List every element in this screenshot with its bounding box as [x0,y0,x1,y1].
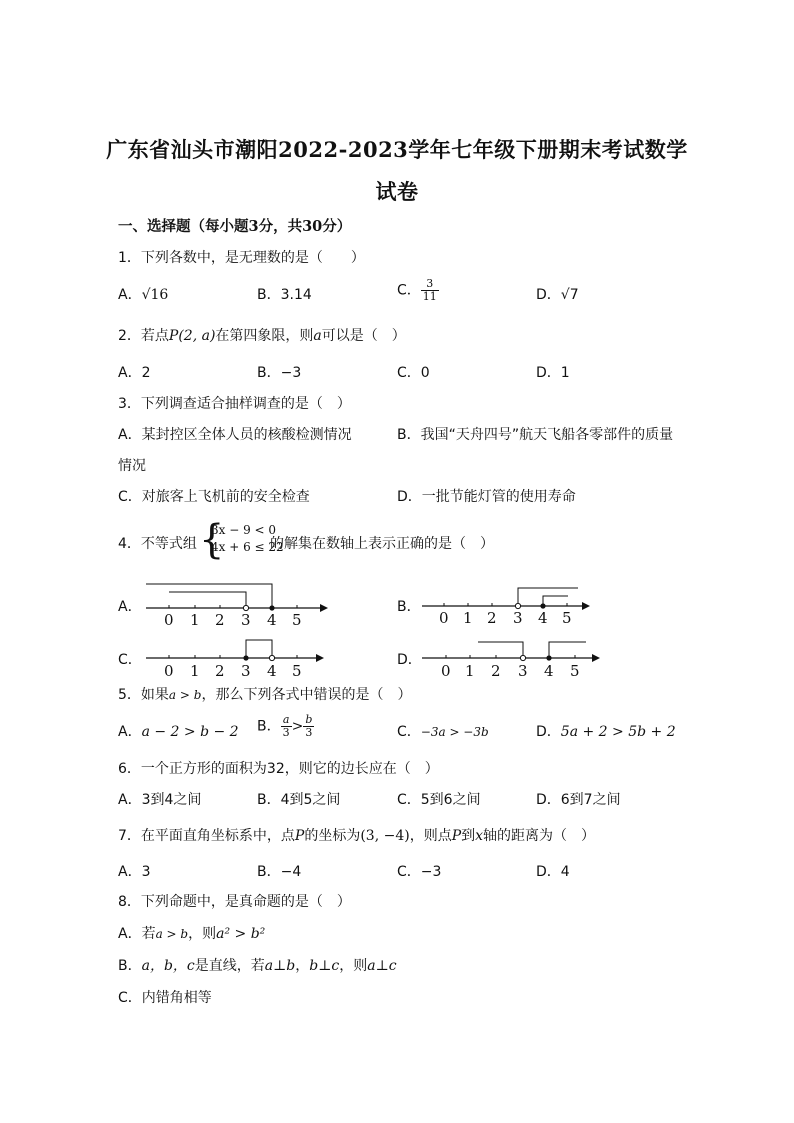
tick-label-5: 5 [292,662,302,680]
title-line-2: 试卷 [375,179,419,204]
q4-option-a-label: A． [118,599,142,615]
q7-stem-pre: 7．在平面直角坐标系中，点 [118,828,295,844]
q2-stem-post: 在第四象限，则 [215,328,314,344]
tick-label-2: 2 [487,609,497,627]
q5-option-a [118,723,239,741]
tick-label-1: 1 [190,611,200,629]
q3-option-b: B．我国“天舟四号”航天飞船各零部件的质量 [397,427,674,443]
q5-b-gt: > [291,718,304,735]
ray-right-from-4 [543,596,568,606]
q2-option-b: B．−3 [257,365,302,381]
tick-label-0: 0 [164,611,174,629]
tick-label-2: 2 [215,662,225,680]
question-6-stem: 6．一个正方形的面积为32，则它的边长应在（ ） [118,761,439,777]
q8-option-c: C．内错角相等 [118,990,212,1006]
q4-inequality-1: 3x − 9 < 0 [211,523,277,537]
q6-option-d: D．6到7之间 [536,792,621,808]
axis-arrow [316,654,324,662]
q8-b-c1: a⊥b [264,958,296,974]
tick-label-4: 4 [267,662,277,680]
q6-option-c: C．5到6之间 [397,792,481,808]
q1-option-c [397,278,439,303]
q4-inequality-2: 4x + 6 ≤ 22 [211,540,284,554]
open-dot-3 [243,605,248,610]
q7-stem-end: 轴的距离为（ ） [483,828,596,844]
q8-a-pre: A．若 [118,926,156,942]
q1-option-a-label: A． [118,287,142,303]
tick-label-4: 4 [538,609,548,627]
q5-option-b [257,714,314,739]
q7-option-c: C．−3 [397,864,442,880]
q8-option-b [118,957,397,975]
q8-b-mid: 是直线，若 [194,958,265,974]
q1-c-denominator: 11 [422,290,437,303]
tick-label-0: 0 [164,662,174,680]
q7-stem-mid: 的坐标为 [304,828,361,844]
q1-option-c-label: C． [397,282,421,299]
ray-right-from-4 [549,642,586,658]
q5-a-label: A． [118,724,142,740]
open-dot-3 [520,655,525,660]
q4-number-line-d [418,634,608,682]
q3-option-a: A．某封控区全体人员的核酸检测情况 [118,427,352,443]
axis-arrow [320,604,328,612]
q7-p2: P [451,828,462,844]
q2-stem-pre: 2．若点 [118,328,169,344]
q3-option-d: D．一批节能灯管的使用寿命 [397,489,576,505]
q3-option-c: C．对旅客上飞机前的安全检查 [118,489,310,505]
q7-stem-mid2: ，则点 [409,828,452,844]
tick-label-5: 5 [292,611,302,629]
q5-cond: a > b [168,688,202,702]
q5-option-d [536,723,676,741]
tick-label-0: 0 [439,609,449,627]
q5-stem-post: ，那么下列各式中错误的是（ ） [201,687,412,703]
question-1-stem: 1．下列各数中，是无理数的是（ ） [118,250,365,266]
ray-right-from-3 [518,588,578,606]
q4-option-c-label: C． [118,652,142,668]
question-5-stem [118,686,411,704]
q8-a-res: a² > b² [216,926,266,942]
q4-number-line-a [140,578,330,628]
q2-option-a: A．2 [118,365,151,381]
tick-label-3: 3 [518,662,528,680]
q1-option-d [536,286,579,304]
q5-d-expr: 5a + 2 > 5b + 2 [560,724,676,740]
section-heading: 一、选择题（每小题3分，共30分） [118,218,352,235]
q7-x: x [475,828,484,844]
tick-label-4: 4 [544,662,554,680]
tick-label-5: 5 [570,662,580,680]
q1-option-a [118,286,168,304]
q2-point: P(2, a) [168,328,216,344]
question-3-stem: 3．下列调查适合抽样调查的是（ ） [118,396,351,412]
open-dot-4 [269,655,274,660]
filled-dot-4 [269,605,274,610]
ray-left-from-3 [478,642,523,658]
question-4-stem-post: 的解集在数轴上表示正确的是（ ） [270,536,494,552]
title-line-1: 广东省汕头市潮阳2022-2023学年七年级下册期末考试数学 [106,137,688,162]
tick-label-4: 4 [267,611,277,629]
question-7-stem [118,827,595,845]
q2-stem-end: 可以是（ ） [321,328,406,344]
q5-b-num-1: a [281,714,292,727]
q5-b-label: B． [257,718,281,735]
q1-option-a-value: √16 [141,287,169,303]
q2-var: a [313,328,322,344]
tick-label-1: 1 [190,662,200,680]
open-dot-3 [515,603,520,608]
q2-option-d: D．1 [536,365,570,381]
q1-c-numerator: 3 [421,278,439,291]
q8-a-cond: a > b [155,927,189,941]
question-2-stem [118,327,406,345]
ray-left-from-4 [146,584,272,608]
q4-brace: { [199,517,225,563]
q8-option-a [118,925,265,943]
filled-dot-4 [540,603,545,608]
q5-b-frac-left [281,714,292,739]
q6-option-a: A．3到4之间 [118,792,202,808]
q5-c-expr: −3a > −3b [420,725,489,739]
q5-a-expr: a − 2 > b − 2 [141,724,239,740]
tick-label-1: 1 [463,609,473,627]
q8-b-pre: B． [118,958,142,974]
q7-stem-mid3: 到 [461,828,476,844]
q7-option-d: D．4 [536,864,570,880]
q3-option-b-continued: 情况 [118,458,146,474]
q7-coord: (3, −4) [360,828,410,844]
q8-b-res: a⊥c [367,958,397,974]
q5-c-label: C． [397,724,421,740]
q8-b-comma: ， [295,958,310,974]
q5-d-label: D． [536,724,561,740]
q5-stem-pre: 5．如果 [118,687,169,703]
q1-option-b: B．3.14 [257,287,312,303]
q8-a-mid: ，则 [188,926,217,942]
tick-label-5: 5 [562,609,572,627]
q7-option-b: B．−4 [257,864,302,880]
tick-label-3: 3 [513,609,523,627]
q4-option-d-label: D． [397,652,422,668]
q5-option-c [397,723,489,741]
q5-b-den-2: 3 [305,726,313,739]
q8-b-c2: b⊥c [309,958,340,974]
tick-label-3: 3 [241,611,251,629]
q1-option-c-fraction [421,278,439,303]
segment-3-to-4 [246,640,272,658]
question-4-stem-pre: 4．不等式组 [118,536,197,552]
q1-option-d-label: D． [536,287,561,303]
question-8-stem: 8．下列命题中，是真命题的是（ ） [118,894,351,910]
axis-arrow [582,602,590,610]
filled-dot-3 [243,655,248,660]
q8-b-vars: a，b，c [141,958,195,974]
tick-label-3: 3 [241,662,251,680]
q6-option-b: B．4到5之间 [257,792,341,808]
q1-option-d-value: √7 [560,287,579,303]
filled-dot-4 [546,655,551,660]
tick-label-0: 0 [441,662,451,680]
q5-b-num-2: b [305,713,313,726]
q4-number-line-b [418,578,598,628]
q4-number-line-c [140,634,330,682]
q7-option-a: A．3 [118,864,151,880]
q2-option-c: C．0 [397,365,430,381]
q5-b-den-1: 3 [282,726,290,739]
q5-b-frac-right [303,714,314,739]
tick-label-2: 2 [215,611,225,629]
axis-arrow [592,654,600,662]
q8-b-then: ，则 [339,958,368,974]
ray-left-from-3 [169,592,246,608]
tick-label-2: 2 [491,662,501,680]
q4-option-b-label: B． [397,599,421,615]
q7-p: P [294,828,305,844]
tick-label-1: 1 [465,662,475,680]
